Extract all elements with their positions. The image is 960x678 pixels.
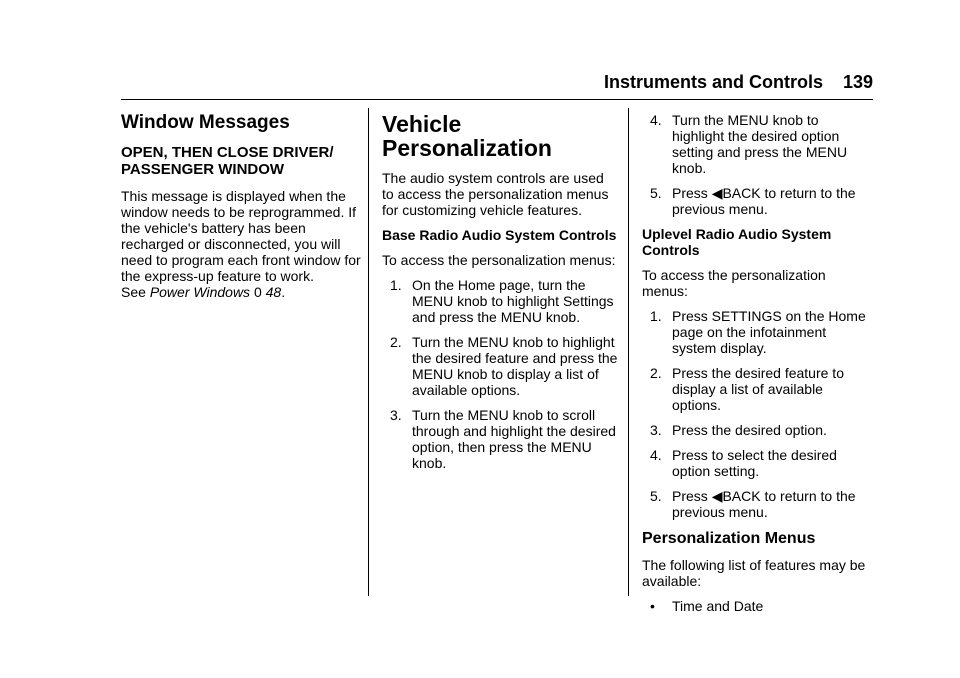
list-item: 1. On the Home page, turn the MENU knob to highlight Settings and press the MENU knob. xyxy=(390,277,614,325)
list-item: 5. Press ◀BACK to return to the previous menu. xyxy=(650,185,856,217)
list-item: 5. Press ◀BACK to return to the previous menu. xyxy=(650,488,856,520)
column-1 xyxy=(121,112,361,309)
back-arrow-icon: ◀ xyxy=(711,185,723,201)
access-text: To access the personalization menus: xyxy=(382,252,616,268)
menus-intro: The following list of features may be available: xyxy=(642,557,866,589)
message-title: OPEN, THEN CLOSE DRIVER/ PASSENGER WINDOW xyxy=(121,144,334,178)
page-ref-number[interactable]: 48 xyxy=(265,284,282,300)
column-divider-1 xyxy=(368,108,369,596)
window-messages-heading: Window Messages xyxy=(121,112,290,133)
vehicle-personalization-heading: Vehicle Personalization xyxy=(382,111,552,161)
uplevel-radio-heading: Uplevel Radio Audio System Controls xyxy=(642,226,832,258)
see-reference: See Power Windows 0 48. xyxy=(121,284,286,300)
list-item: 2. Press the desired feature to display a list of available options. xyxy=(650,365,844,413)
power-windows-link[interactable]: Power Windows xyxy=(149,284,251,300)
bullet-item: • Time and Date xyxy=(650,598,764,614)
page-number: 139 xyxy=(843,72,874,92)
intro-text: The audio system controls are used to access the personalization menus for customizing vehicle features. xyxy=(382,170,609,218)
list-item: 2. Turn the MENU knob to highlight the desired feature and press the MENU knob to display a list of available options. xyxy=(390,334,618,398)
base-radio-heading: Base Radio Audio System Controls xyxy=(382,227,617,243)
back-arrow-icon: ◀ xyxy=(711,488,723,504)
column-3 xyxy=(642,112,874,623)
list-item: 4. Press to select the desired option setting. xyxy=(650,447,837,479)
access-text: To access the personalization menus: xyxy=(642,267,826,299)
list-item: 3. Press the desired option. xyxy=(650,422,827,438)
page-ref-arrow: 0 xyxy=(253,284,262,300)
bullet: • xyxy=(650,598,655,614)
list-item: 4. Turn the MENU knob to highlight the desired option setting and press the MENU knob. xyxy=(650,112,848,176)
header-rule xyxy=(121,99,873,100)
list-item: 3. Turn the MENU knob to scroll through and highlight the desired option, then press the MENU knob. xyxy=(390,407,616,471)
personalization-menus-heading: Personalization Menus xyxy=(642,530,816,547)
list-item: 1. Press SETTINGS on the Home page on the infotainment system display. xyxy=(650,308,866,356)
running-header-title: Instruments and Controls xyxy=(604,72,824,92)
column-2 xyxy=(382,112,618,480)
column-divider-2 xyxy=(628,108,629,596)
message-description: This message is displayed when the window needs to be reprogrammed. If the vehicle's battery has been recharged or disconnected, you will need to program each front window for the express-up feature to work. xyxy=(121,188,361,284)
